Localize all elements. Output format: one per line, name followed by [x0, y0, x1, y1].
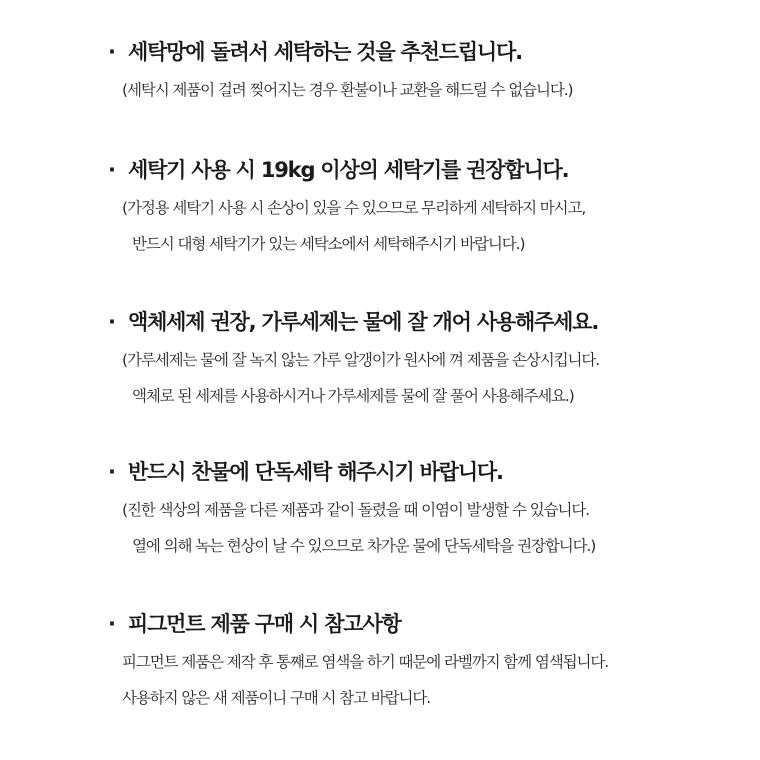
detail-line: 피그먼트 제품은 제작 후 통째로 염색을 하기 때문에 라벨까지 함께 염색됩니다. — [122, 653, 609, 671]
instruction-heading — [108, 308, 748, 336]
detail-line: (가정용 세탁기 사용 시 손상이 있을 수 있으므로 무리하게 세탁하지 마시고, — [122, 199, 586, 217]
instruction-laundry-net — [108, 38, 748, 108]
instruction-detail — [108, 492, 748, 564]
detail-line: 사용하지 않은 새 제품이니 구매 시 참고 바랍니다. — [122, 689, 431, 707]
heading-text: 반드시 찬물에 단독세탁 해주시기 바랍니다. — [128, 460, 503, 484]
instruction-detail — [108, 190, 748, 262]
heading-text: 세탁기 사용 시 19kg 이상의 세탁기를 권장합니다. — [128, 158, 569, 182]
instruction-detail — [108, 644, 748, 716]
detail-line: (세탁시 제품이 걸려 찢어지는 경우 환불이나 교환을 해드릴 수 없습니다.) — [122, 81, 573, 99]
instruction-heading — [108, 38, 748, 66]
instruction-pigment-note — [108, 610, 748, 716]
bullet-icon: · — [108, 612, 115, 636]
detail-line: 열에 의해 녹는 현상이 날 수 있으므로 차가운 물에 단독세탁을 권장합니다.) — [132, 537, 596, 555]
bullet-icon: · — [108, 40, 115, 64]
instruction-washer-capacity — [108, 156, 748, 262]
bullet-icon: · — [108, 460, 115, 484]
instruction-heading — [108, 156, 748, 184]
instruction-heading — [108, 458, 748, 486]
heading-text: 세탁망에 돌려서 세탁하는 것을 추천드립니다. — [128, 40, 522, 64]
detail-line: (진한 색상의 제품을 다른 제품과 같이 돌렸을 때 이염이 발생할 수 있습니다. — [122, 501, 590, 519]
bullet-icon: · — [108, 310, 115, 334]
detail-line: (가루세제는 물에 잘 녹지 않는 가루 알갱이가 원사에 껴 제품을 손상시킵니다. — [122, 351, 600, 369]
detail-line: 액체로 된 세제를 사용하시거나 가루세제를 물에 잘 풀어 사용해주세요.) — [132, 387, 574, 405]
detail-line: 반드시 대형 세탁기가 있는 세탁소에서 세탁해주시기 바랍니다.) — [132, 235, 525, 253]
heading-text: 피그먼트 제품 구매 시 참고사항 — [128, 612, 401, 636]
instruction-detail — [108, 72, 748, 108]
instruction-detergent — [108, 308, 748, 414]
instruction-cold-water — [108, 458, 748, 564]
bullet-icon: · — [108, 158, 115, 182]
heading-text: 액체세제 권장, 가루세제는 물에 잘 개어 사용해주세요. — [128, 310, 599, 334]
instruction-detail — [108, 342, 748, 414]
instruction-heading — [108, 610, 748, 638]
